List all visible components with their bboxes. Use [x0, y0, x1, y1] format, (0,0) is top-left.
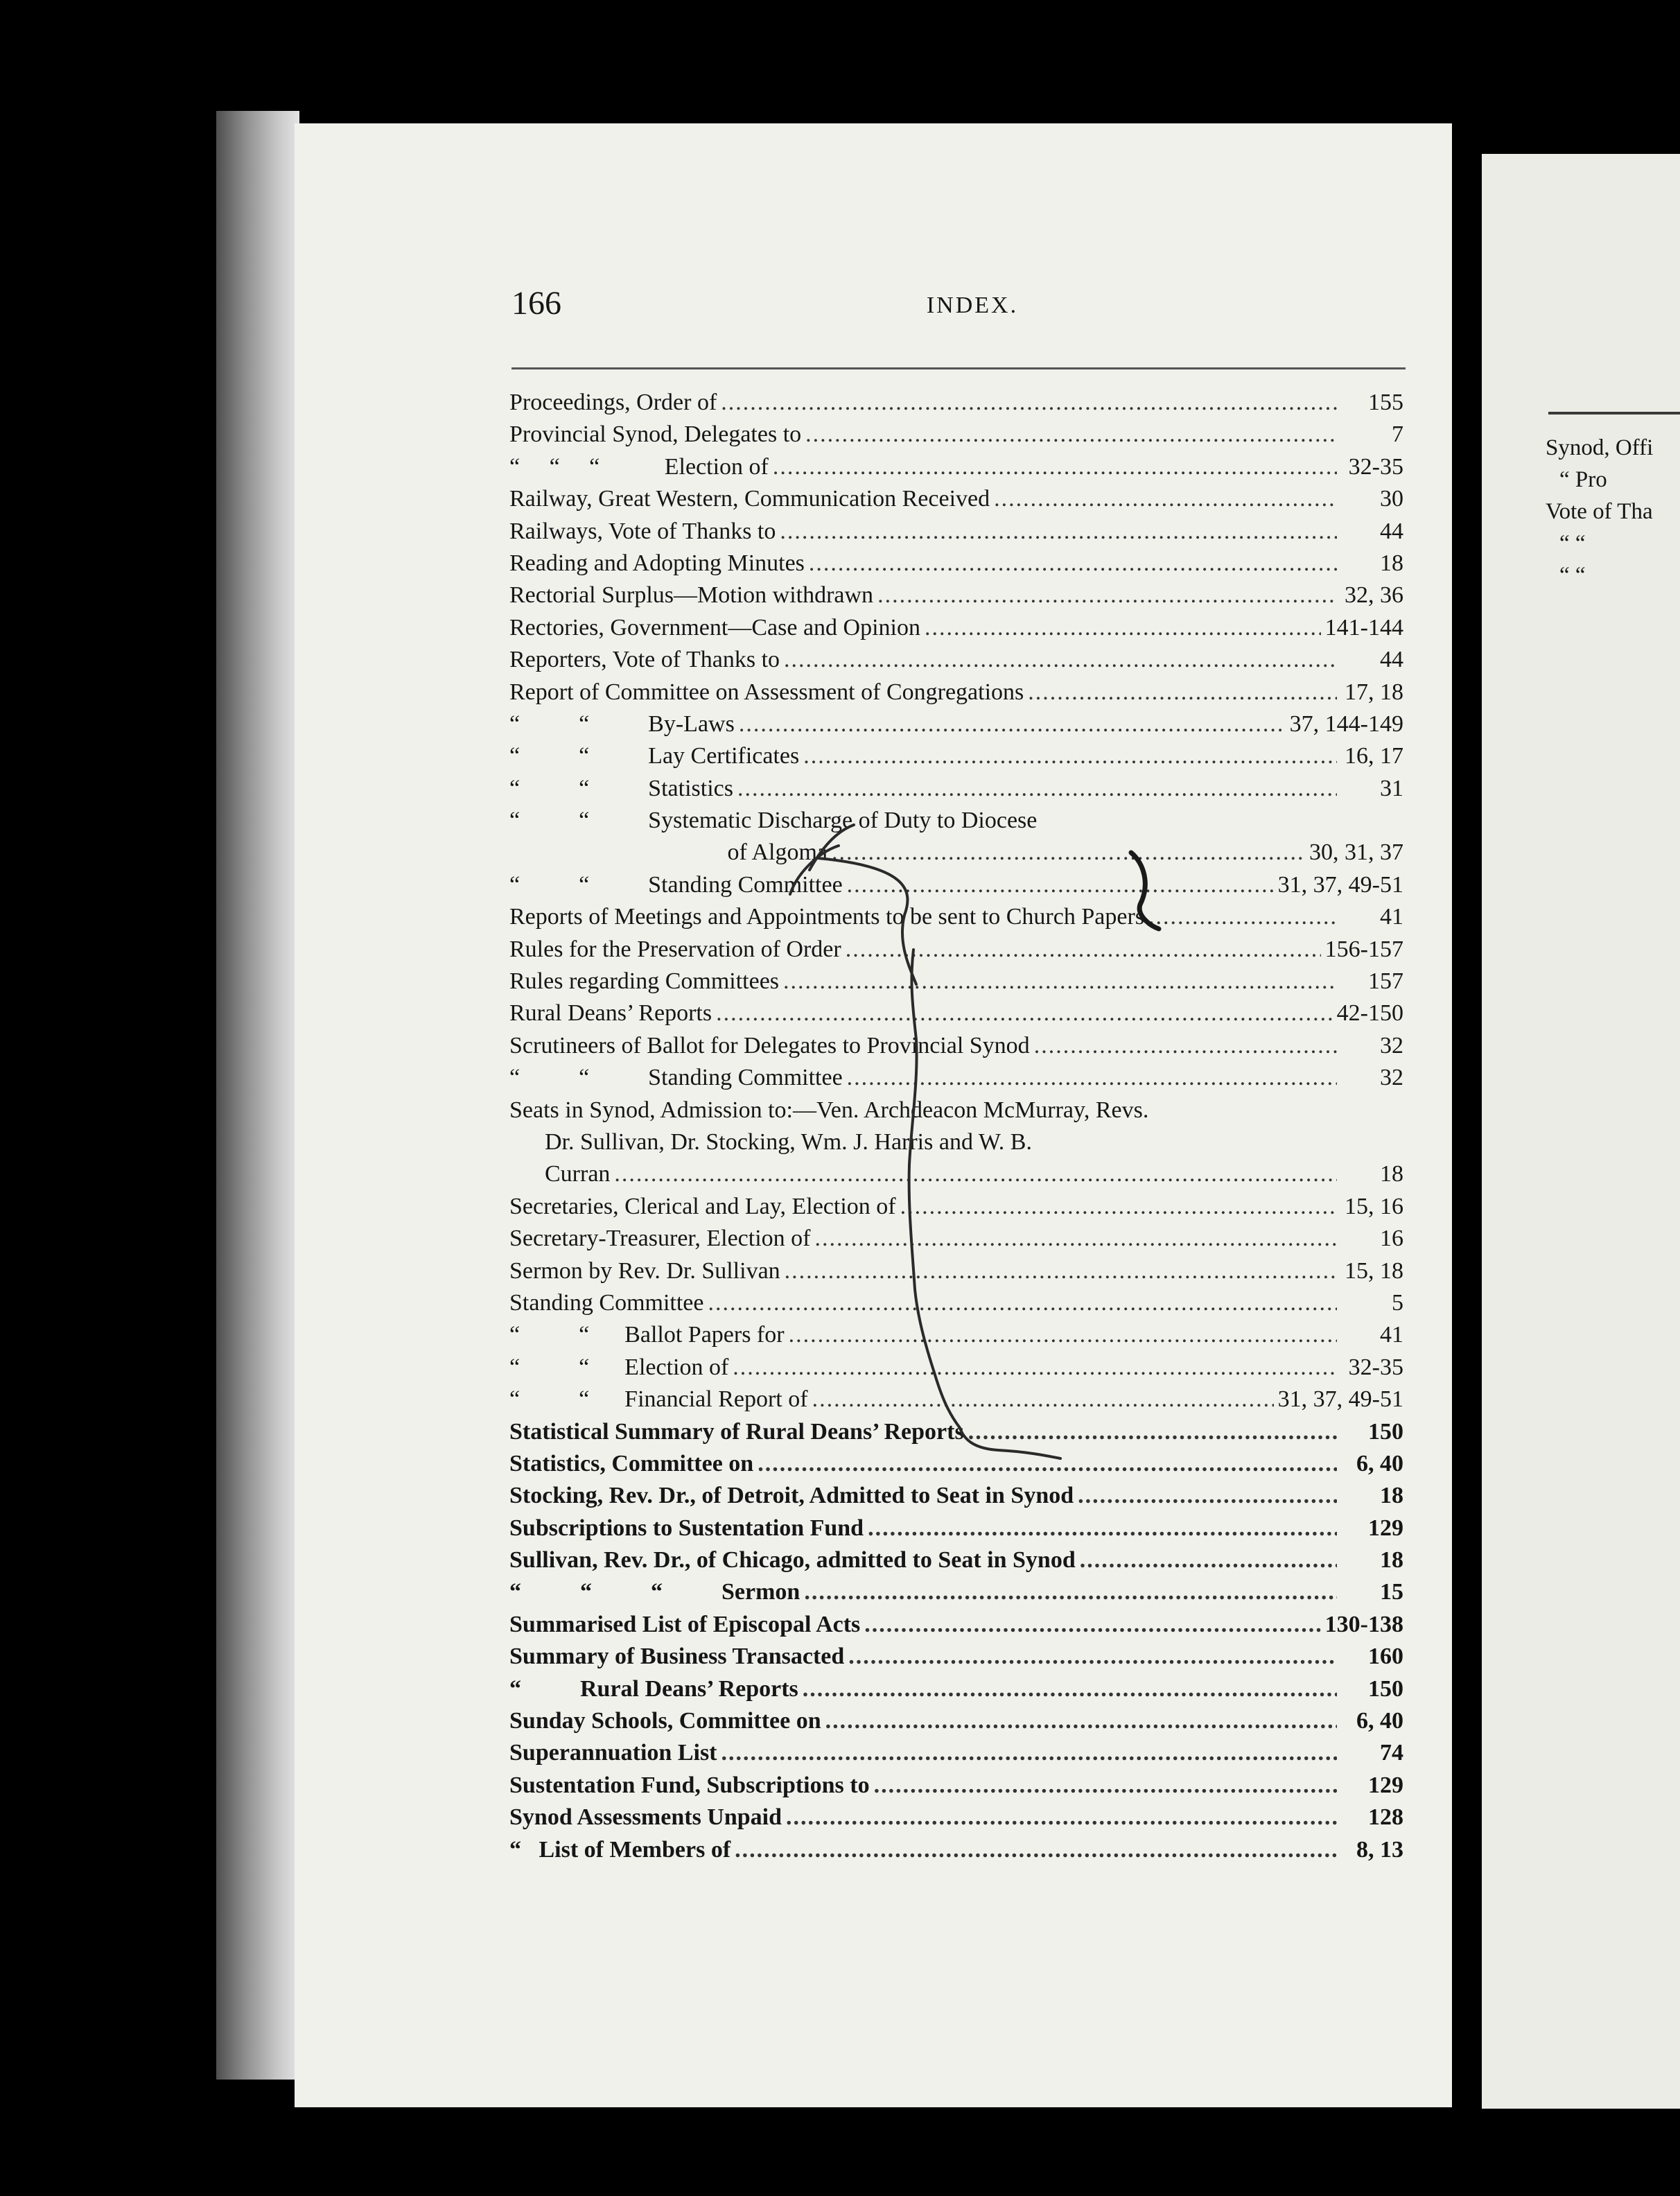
dot-leader	[1080, 1544, 1337, 1576]
dot-leader	[805, 419, 1337, 451]
index-entry	[509, 901, 1403, 933]
index-term: Rectorial Surplus—Motion withdrawn	[509, 582, 874, 609]
index-term: Standing Committee	[509, 1289, 704, 1316]
dot-leader	[832, 837, 1305, 869]
index-entry	[509, 516, 1403, 548]
page-reference: 6, 40	[1356, 1708, 1403, 1734]
index-entry	[509, 837, 1403, 869]
index-entry	[509, 580, 1403, 611]
page-reference: 18	[1380, 1547, 1403, 1574]
dot-leader	[733, 1352, 1337, 1384]
index-entry	[509, 934, 1403, 966]
index-term: Reading and Adopting Minutes	[509, 550, 805, 576]
page-reference: 155	[1368, 390, 1403, 415]
dot-leader	[994, 483, 1337, 515]
page-reference: 32, 36	[1345, 582, 1403, 609]
page-reference: 32	[1380, 1065, 1403, 1091]
dot-leader	[758, 1448, 1337, 1480]
index-term: Sullivan, Rev. Dr., of Chicago, admitted to Seat in Synod	[509, 1547, 1076, 1574]
index-entry	[509, 1030, 1403, 1062]
facing-page	[1482, 154, 1680, 2109]
page-reference: 74	[1380, 1740, 1403, 1766]
index-term: Proceedings, Order of	[509, 390, 717, 415]
page-reference: 30	[1380, 486, 1403, 512]
dot-leader	[721, 1737, 1338, 1769]
page-reference: 44	[1380, 518, 1403, 544]
dot-leader	[812, 1384, 1274, 1415]
dot-leader	[716, 997, 1333, 1029]
dot-leader	[785, 1255, 1337, 1287]
index-entry	[509, 1223, 1403, 1255]
index-entry	[509, 1641, 1403, 1673]
index-entry	[509, 1609, 1403, 1641]
page-number: 166	[511, 285, 561, 322]
page-reference: 42-150	[1336, 1000, 1403, 1027]
index-entry	[509, 1416, 1403, 1448]
page-reference: 41	[1380, 904, 1403, 930]
dot-leader	[737, 773, 1337, 805]
page-reference: 15, 16	[1345, 1193, 1403, 1219]
dot-leader	[614, 1158, 1337, 1190]
dot-leader	[825, 1705, 1337, 1737]
dot-leader	[773, 451, 1337, 483]
page-reference: 31, 37, 49-51	[1277, 871, 1403, 898]
dot-leader	[874, 1770, 1337, 1802]
index-term: Superannuation List	[509, 1740, 717, 1766]
index-term: “ “ “ Election of	[509, 453, 769, 480]
running-title: INDEX.	[926, 293, 1019, 318]
page-reference: 32-35	[1348, 1354, 1403, 1380]
index-term: Railway, Great Western, Communication Received	[509, 486, 990, 512]
index-term: Report of Committee on Assessment of Congregations	[509, 679, 1024, 705]
index-entry	[509, 740, 1403, 772]
page-reference: 15	[1380, 1579, 1403, 1605]
page-reference: 130-138	[1324, 1611, 1403, 1637]
index-term: Provincial Synod, Delegates to	[509, 421, 802, 448]
index-term: Sermon by Rev. Dr. Sullivan	[509, 1257, 780, 1284]
dot-leader	[814, 1223, 1337, 1255]
index-entry	[509, 1737, 1403, 1769]
facing-line: “ “	[1559, 563, 1586, 588]
index-term: Stocking, Rev. Dr., of Detroit, Admitted to Seat in Synod	[509, 1483, 1074, 1509]
page-reference: 160	[1368, 1644, 1403, 1670]
index-entry	[509, 708, 1403, 740]
page-reference: 32	[1380, 1032, 1403, 1058]
index-term: Synod Assessments Unpaid	[509, 1804, 782, 1831]
index-term: of Algoma	[509, 839, 828, 866]
index-term: “ “ Financial Report of	[509, 1386, 808, 1413]
index-term: Sustentation Fund, Subscriptions to	[509, 1772, 870, 1798]
dot-leader	[900, 1191, 1337, 1223]
index-entry	[509, 451, 1403, 483]
page-reference: 129	[1368, 1772, 1403, 1798]
index-entry	[509, 548, 1403, 580]
index-term: Secretary-Treasurer, Election of	[509, 1226, 811, 1252]
index-term: Seats in Synod, Admission to:—Ven. Archdeacon McMurray, Revs.	[509, 1097, 1149, 1123]
index-term: Sunday Schools, Committee on	[509, 1708, 821, 1734]
index-term: Dr. Sullivan, Dr. Stocking, Wm. J. Harris and W. B.	[509, 1128, 1032, 1155]
index-term: “ “ Standing Committee	[509, 1065, 843, 1091]
page-reference: 31	[1380, 775, 1403, 801]
page-reference: 8, 13	[1356, 1836, 1403, 1863]
index-entry	[509, 1834, 1403, 1866]
index-entry	[509, 1287, 1403, 1319]
page-reference: 31, 37, 49-51	[1277, 1386, 1403, 1413]
index-term: “ “ Ballot Papers for	[509, 1322, 785, 1348]
facing-line: “ “	[1559, 531, 1586, 556]
index-term: Railways, Vote of Thanks to	[509, 518, 776, 544]
index-entry	[509, 1319, 1403, 1351]
page-reference: 41	[1380, 1322, 1403, 1348]
dot-leader	[847, 869, 1274, 901]
index-entry	[509, 1705, 1403, 1737]
index-entry	[509, 1352, 1403, 1384]
index-entry	[509, 644, 1403, 676]
page-reference: 128	[1368, 1804, 1403, 1831]
index-term: Rules for the Preservation of Order	[509, 936, 841, 962]
page-reference: 37, 144-149	[1289, 711, 1403, 737]
index-entry	[509, 612, 1403, 644]
index-entry	[509, 997, 1403, 1029]
index-entry	[509, 1480, 1403, 1512]
page-reference: 5	[1392, 1289, 1403, 1316]
dot-leader	[848, 1641, 1337, 1673]
header-rule	[511, 367, 1406, 369]
index-term: Statistical Summary of Rural Deans’ Reports	[509, 1418, 964, 1445]
index-term: “ “ Standing Committee	[509, 871, 843, 898]
index-entry	[509, 387, 1403, 419]
dot-leader	[809, 548, 1337, 580]
index-entry	[509, 1384, 1403, 1415]
index-entry	[509, 805, 1403, 837]
index-entry	[509, 1448, 1403, 1480]
index-term: Reporters, Vote of Thanks to	[509, 647, 780, 673]
index-entry	[509, 1158, 1403, 1190]
dot-leader	[780, 516, 1337, 548]
index-entry	[509, 1513, 1403, 1544]
index-entry	[509, 966, 1403, 997]
dot-leader	[1078, 1480, 1337, 1512]
dot-leader	[786, 1802, 1337, 1833]
dot-leader	[847, 1062, 1337, 1094]
index-term: Rules regarding Committees	[509, 968, 780, 995]
dot-leader	[846, 934, 1321, 966]
index-term: Subscriptions to Sustentation Fund	[509, 1515, 864, 1541]
page-reference: 16	[1380, 1226, 1403, 1252]
index-entry	[509, 1255, 1403, 1287]
page-reference: 32-35	[1348, 453, 1403, 480]
page-reference: 15, 18	[1345, 1257, 1403, 1284]
facing-header-rule	[1548, 412, 1680, 415]
index-entry	[509, 1576, 1403, 1608]
index-term: “ “ “ Sermon	[509, 1579, 800, 1605]
page-reference: 6, 40	[1356, 1450, 1403, 1476]
index-term: Secretaries, Clerical and Lay, Election of	[509, 1193, 896, 1219]
index-list	[509, 387, 1403, 1866]
dot-leader	[739, 708, 1286, 740]
page-reference: 141-144	[1324, 614, 1403, 640]
dot-leader	[784, 644, 1337, 676]
index-entry	[509, 1191, 1403, 1223]
index-term: Summary of Business Transacted	[509, 1644, 845, 1670]
index-entry	[509, 773, 1403, 805]
dot-leader	[1148, 901, 1337, 933]
index-entry	[509, 1802, 1403, 1833]
index-term: “ “ Lay Certificates	[509, 743, 800, 769]
page-reference: 150	[1368, 1418, 1403, 1445]
page-header	[511, 284, 1406, 326]
page-reference: 44	[1380, 647, 1403, 673]
index-term: “ “ Statistics	[509, 775, 733, 801]
page-reference: 17, 18	[1345, 679, 1403, 705]
dot-leader	[868, 1513, 1337, 1544]
index-term: Curran	[509, 1161, 611, 1187]
facing-line: Vote of Tha	[1546, 499, 1653, 524]
index-entry	[509, 1544, 1403, 1576]
dot-leader	[968, 1416, 1337, 1448]
dot-leader	[1028, 677, 1337, 708]
page-reference: 18	[1380, 1161, 1403, 1187]
dot-leader	[789, 1319, 1337, 1351]
facing-line: Synod, Offi	[1546, 435, 1654, 460]
dot-leader	[925, 612, 1321, 644]
dot-leader	[877, 580, 1337, 611]
index-entry	[509, 1673, 1403, 1705]
page-reference: 30, 31, 37	[1309, 839, 1403, 866]
index-term: “ “ Election of	[509, 1354, 729, 1380]
index-term: “ “ Systematic Discharge of Duty to Diocese	[509, 808, 1038, 834]
page-reference: 156-157	[1324, 936, 1403, 962]
dot-leader	[1034, 1030, 1337, 1062]
index-entry	[509, 1126, 1403, 1158]
page-edge-shadow	[216, 111, 299, 2080]
dot-leader	[803, 1673, 1337, 1705]
page-reference: 129	[1368, 1515, 1403, 1541]
dot-leader	[864, 1609, 1320, 1641]
index-term: Rural Deans’ Reports	[509, 1000, 712, 1027]
page-reference: 157	[1368, 968, 1403, 995]
index-term: Summarised List of Episcopal Acts	[509, 1611, 861, 1637]
page-reference: 16, 17	[1345, 743, 1403, 769]
page-reference: 150	[1368, 1675, 1403, 1702]
index-term: “ List of Members of	[509, 1836, 731, 1863]
index-entry	[509, 419, 1403, 451]
dot-leader	[708, 1287, 1337, 1319]
dot-leader	[803, 740, 1337, 772]
page-reference: 18	[1380, 1483, 1403, 1509]
index-entry	[509, 1770, 1403, 1802]
dot-leader	[721, 387, 1337, 419]
index-term: Scrutineers of Ballot for Delegates to Provincial Synod	[509, 1032, 1030, 1058]
index-term: Rectories, Government—Case and Opinion	[509, 614, 920, 640]
index-entry	[509, 483, 1403, 515]
facing-line: “ Pro	[1559, 467, 1607, 492]
dot-leader	[804, 1576, 1337, 1608]
dot-leader	[783, 966, 1337, 997]
index-entry	[509, 869, 1403, 901]
index-term: Statistics, Committee on	[509, 1450, 754, 1476]
index-entry	[509, 1095, 1403, 1126]
index-term: “ “ By-Laws	[509, 711, 735, 737]
page-reference: 7	[1392, 421, 1403, 448]
page-reference: 18	[1380, 550, 1403, 576]
index-term: Reports of Meetings and Appointments to be sent to Church Papers	[509, 904, 1144, 930]
index-entry	[509, 1062, 1403, 1094]
index-entry	[509, 677, 1403, 708]
dot-leader	[735, 1834, 1337, 1866]
index-term: “ Rural Deans’ Reports	[509, 1675, 798, 1702]
